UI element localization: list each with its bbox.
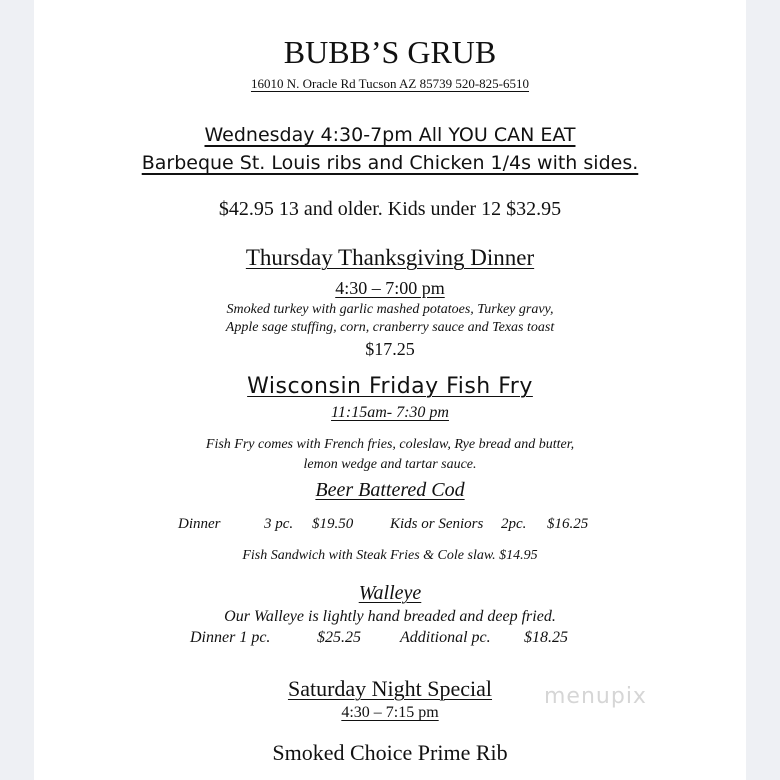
saturday-time: 4:30 – 7:15 pm <box>341 704 439 721</box>
cod-dinner-label: Dinner <box>178 516 221 532</box>
wednesday-heading: Wednesday 4:30-7pm All YOU CAN EAT <box>204 124 576 146</box>
walleye-heading: Walleye <box>358 582 422 604</box>
walleye-additional-price: $18.25 <box>524 629 568 646</box>
menupix-watermark: menupix <box>544 684 647 709</box>
walleye-additional-label: Additional pc. <box>400 629 491 646</box>
cod-dinner-pieces: 3 pc. <box>264 516 294 532</box>
cod-kids-price: $16.25 <box>547 516 589 532</box>
thursday-heading: Thursday Thanksgiving Dinner <box>245 245 535 270</box>
thursday-description-line2: Apple sage stuffing, corn, cranberry sauce and Texas toast <box>225 320 555 335</box>
cod-kids-label: Kids or Seniors <box>390 516 484 532</box>
wednesday-price: $42.95 13 and older. Kids under 12 $32.95 <box>218 198 562 220</box>
prime-rib-heading: Smoked Choice Prime Rib <box>272 740 508 765</box>
friday-description-line2: lemon wedge and tartar sauce. <box>303 457 477 472</box>
cod-heading: Beer Battered Cod <box>315 479 465 501</box>
wednesday-subheading: Barbeque St. Louis ribs and Chicken 1/4s with sides. <box>141 152 639 174</box>
fish-sandwich: Fish Sandwich with Steak Fries & Cole slaw. $14.95 <box>242 548 538 563</box>
cod-kids-pieces: 2pc. <box>501 516 527 532</box>
menu-page <box>34 0 746 780</box>
walleye-dinner-label: Dinner 1 pc. <box>190 629 271 646</box>
thursday-description-line1: Smoked turkey with garlic mashed potatoes, Turkey gravy, <box>226 302 554 317</box>
walleye-description: Our Walleye is lightly hand breaded and deep fried. <box>224 608 556 625</box>
friday-heading: Wisconsin Friday Fish Fry <box>247 374 533 399</box>
walleye-dinner-price: $25.25 <box>317 629 361 646</box>
cod-dinner-price: $19.50 <box>312 516 354 532</box>
friday-time: 11:15am- 7:30 pm <box>331 404 449 421</box>
restaurant-address: 16010 N. Oracle Rd Tucson AZ 85739 520-825-6510 <box>250 76 530 91</box>
saturday-heading: Saturday Night Special <box>287 676 493 701</box>
restaurant-title: BUBB’S GRUB <box>283 34 497 70</box>
friday-description-line1: Fish Fry comes with French fries, coleslaw, Rye bread and butter, <box>205 437 575 452</box>
thursday-time: 4:30 – 7:00 pm <box>335 278 445 298</box>
thursday-price: $17.25 <box>365 339 415 359</box>
